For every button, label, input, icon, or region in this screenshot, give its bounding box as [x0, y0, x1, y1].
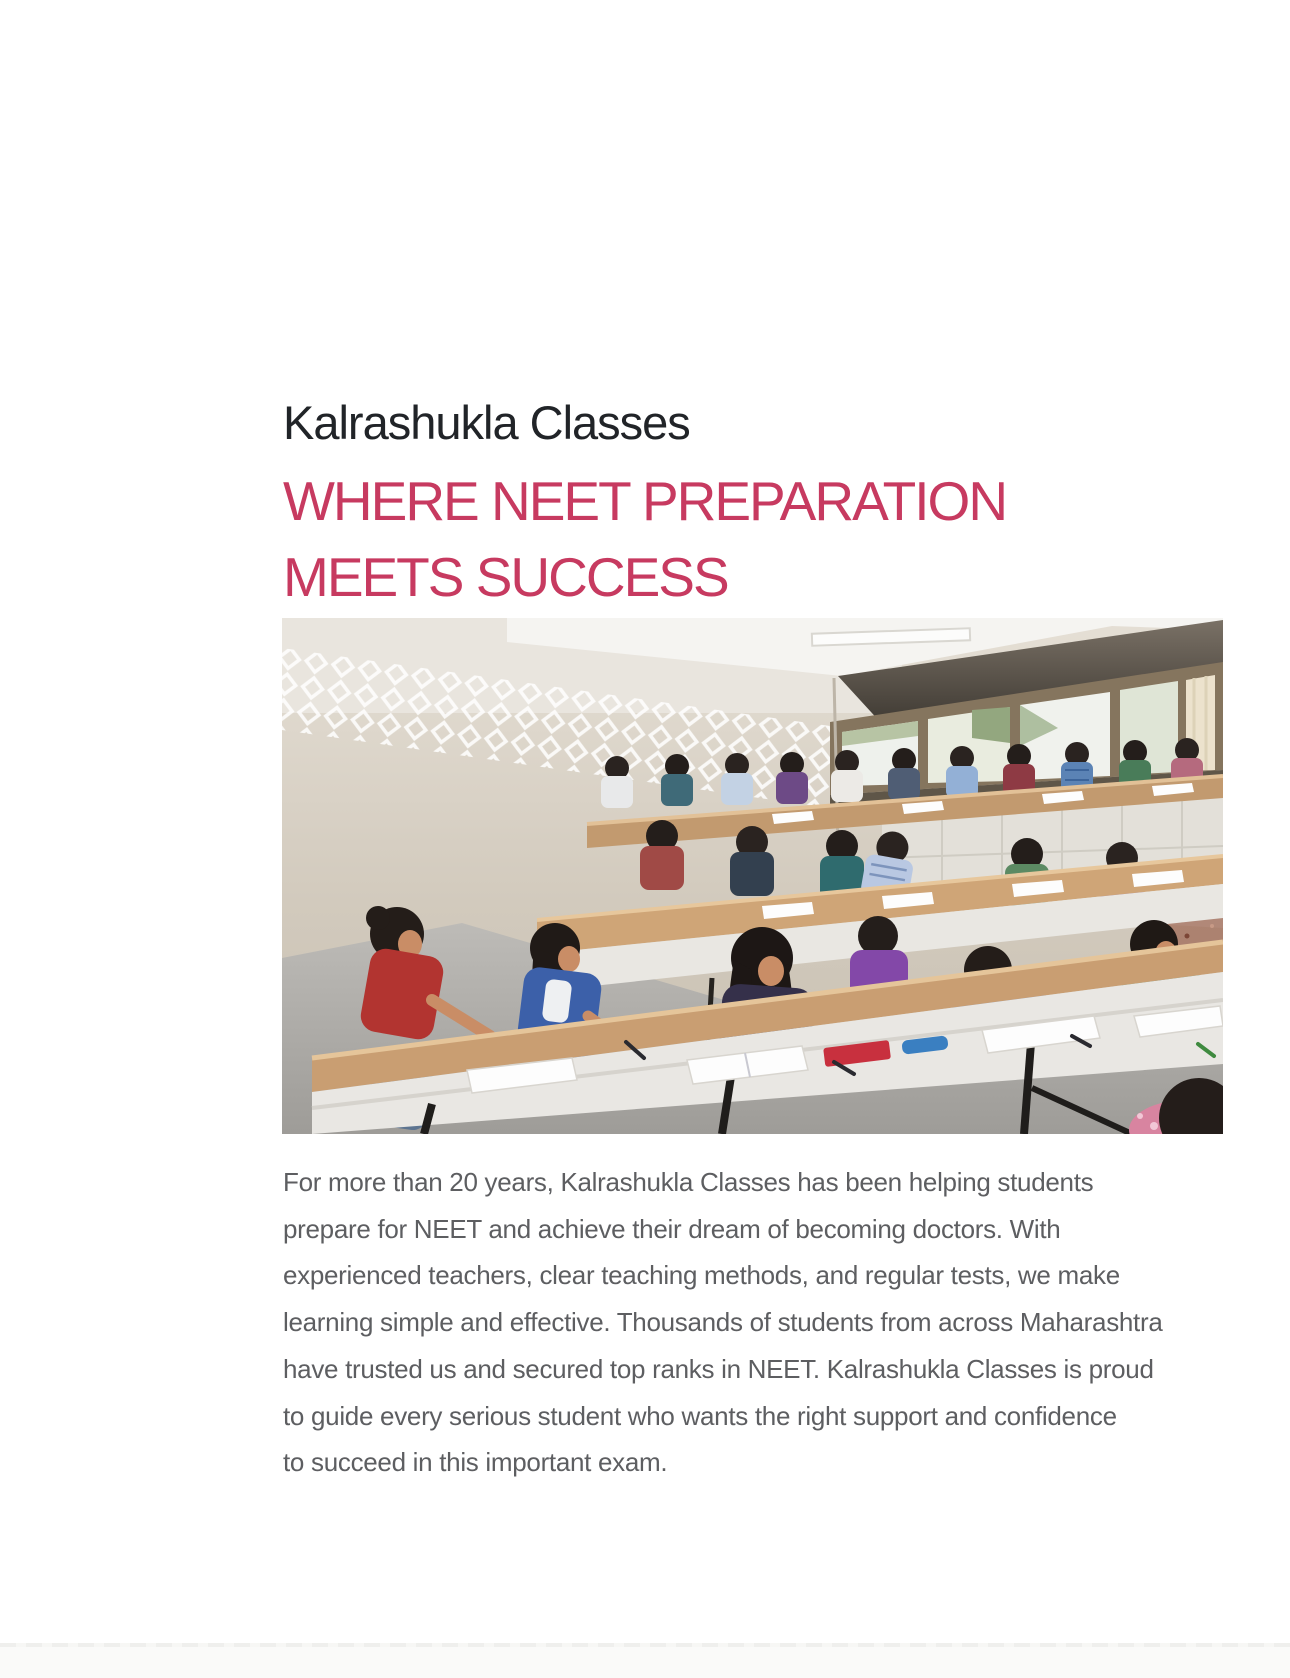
paragraph-line: experienced teachers, clear teaching methods, and regular tests, we make: [283, 1260, 1120, 1291]
paragraph-line: learning simple and effective. Thousands of students from across Maharashtra: [283, 1307, 1163, 1338]
paragraph-line: prepare for NEET and achieve their dream of becoming doctors. With: [283, 1213, 1061, 1244]
next-section-edge: [0, 1643, 1290, 1678]
page-title-line-2: MEETS SUCCESS: [283, 546, 728, 608]
paragraph-line: For more than 20 years, Kalrashukla Classes has been helping students: [283, 1167, 1094, 1197]
paragraph-line: to succeed in this important exam.: [283, 1447, 668, 1478]
classroom-photo: [282, 618, 1223, 1134]
intro-paragraph: [283, 1159, 1163, 1486]
page-title: [283, 463, 1006, 615]
paragraph-line: to guide every serious student who wants the right support and confidence: [283, 1400, 1117, 1431]
paragraph-line: have trusted us and secured top ranks in NEET. Kalrashukla Classes is proud: [283, 1353, 1154, 1384]
page-title-line-1: WHERE NEET PREPARATION: [283, 470, 1007, 532]
eyebrow-title: Kalrashukla Classes: [283, 396, 690, 449]
